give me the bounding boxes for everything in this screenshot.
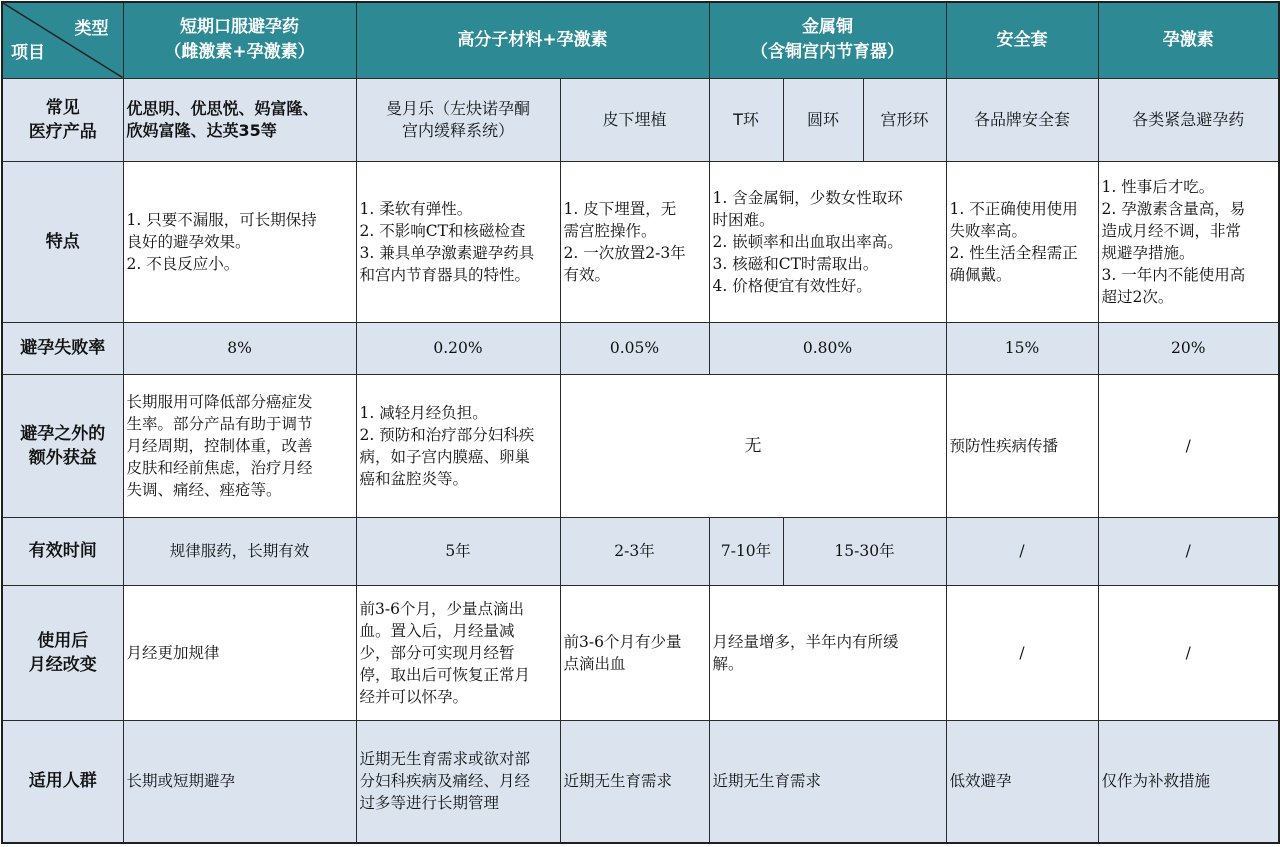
cell-menstrual-emergency: / (1098, 585, 1279, 720)
cell-benefit-mirena (356, 374, 560, 517)
cell-benefit-mirena-line: 癌和盆腔炎等。 (359, 469, 469, 488)
cell-features-condom-line: 1. 不正确使用使用 (949, 199, 1078, 218)
cell-menstrual-mirena (356, 585, 560, 720)
cell-features-implant-line: 1. 皮下埋置，无 (563, 199, 677, 218)
cell-products-round-ring: 圆环 (783, 78, 863, 161)
row-features (2, 161, 1279, 322)
header-oral-contraceptive (123, 2, 356, 78)
cell-menstrual-mirena-line: 少，部分可实现月经暂 (359, 643, 515, 662)
cell-failure-condom: 15% (946, 322, 1098, 374)
cell-duration-emergency: / (1098, 517, 1279, 585)
cell-benefit-mirena-line: 1. 减轻月经负担。 (359, 403, 488, 422)
row-label-menstrual-change (2, 585, 123, 720)
cell-menstrual-mirena-line: 经并可以怀孕。 (359, 687, 469, 706)
cell-menstrual-condom: / (946, 585, 1098, 720)
cell-products-mirena (356, 78, 560, 161)
cell-menstrual-mirena-line: 前3-6个月，少量点滴出 (359, 599, 524, 618)
cell-benefit-mirena-line: 病，如子宫内膜癌、卵巢 (359, 447, 531, 466)
header-oral-line-2: （雌激素+孕激素） (164, 42, 315, 63)
cell-products-oral (123, 78, 356, 161)
header-condom: 安全套 (946, 2, 1098, 78)
cell-benefit-oral (123, 374, 356, 517)
row-label-products (2, 78, 123, 161)
row-label-products-line-2: 医疗产品 (28, 121, 97, 142)
header-progestin: 孕激素 (1098, 2, 1279, 78)
row-extra-benefit (2, 374, 1279, 517)
cell-features-emergency-line: 1. 性事后才吃。 (1101, 177, 1215, 196)
cell-population-condom: 低效避孕 (946, 720, 1098, 843)
row-duration (2, 517, 1279, 585)
header-copper (709, 2, 946, 78)
cell-failure-implant: 0.05% (560, 322, 709, 374)
cell-benefit-copper: 无 (560, 374, 946, 517)
cell-features-condom (946, 161, 1098, 322)
cell-features-oral-line: 1. 只要不漏服，可长期保持 (126, 210, 317, 229)
cell-features-mirena (356, 161, 560, 322)
cell-features-oral-line: 良好的避孕效果。 (126, 232, 251, 251)
cell-products-condom: 各品牌安全套 (946, 78, 1098, 161)
cell-features-mirena-line: 1. 柔软有弹性。 (359, 199, 473, 218)
corner-header (2, 2, 123, 78)
cell-failure-oral: 8% (123, 322, 356, 374)
row-label-benefit-line-2: 额外获益 (28, 447, 97, 468)
cell-benefit-oral-line: 长期服用可降低部分癌症发 (126, 392, 313, 411)
row-label-menstrual-line-1: 使用后 (37, 630, 89, 651)
row-products (2, 78, 1279, 161)
cell-duration-t-ring: 7-10年 (709, 517, 783, 585)
cell-menstrual-implant-line: 前3-6个月有少量 (563, 632, 682, 651)
cell-failure-emergency: 20% (1098, 322, 1279, 374)
cell-population-mirena-line: 近期无生育需求或欲对部 (359, 750, 531, 769)
cell-failure-mirena: 0.20% (356, 322, 560, 374)
cell-menstrual-copper-line: 月经量增多，半年内有所缓 (712, 632, 899, 651)
cell-duration-implant: 2-3年 (560, 517, 709, 585)
cell-benefit-oral-line: 生率。部分产品有助于调节 (126, 414, 313, 433)
header-polymer-progestin: 高分子材料+孕激素 (356, 2, 709, 78)
cell-benefit-mirena-line: 2. 预防和治疗部分妇科疾 (359, 425, 535, 444)
row-label-benefit-line-1: 避孕之外的 (20, 423, 106, 444)
cell-benefit-oral-line: 月经周期，控制体重，改善 (126, 436, 313, 455)
cell-features-copper-line: 2. 嵌顿率和出血取出率高。 (712, 232, 903, 251)
contraception-comparison-table (1, 1, 1280, 844)
cell-population-emergency: 仅作为补救措施 (1098, 720, 1279, 843)
cell-features-oral (123, 161, 356, 322)
cell-benefit-condom: 预防性疾病传播 (946, 374, 1098, 517)
cell-duration-round-palace: 15-30年 (783, 517, 946, 585)
cell-menstrual-copper (709, 585, 946, 720)
cell-failure-copper: 0.80% (709, 322, 946, 374)
cell-features-implant (560, 161, 709, 322)
row-label-extra-benefit (2, 374, 123, 517)
row-label-menstrual-line-2: 月经改变 (28, 654, 97, 675)
cell-population-mirena-line: 分妇科疾病及痛经、月经 (359, 772, 531, 791)
cell-features-copper-line: 4. 价格便宜有效性好。 (712, 276, 872, 295)
row-label-features: 特点 (2, 161, 123, 322)
cell-products-oral-line-1: 优思明、优思悦、妈富隆、 (126, 98, 319, 118)
cell-duration-condom: / (946, 517, 1098, 585)
header-row (2, 2, 1279, 78)
cell-features-condom-line: 失败率高。 (949, 221, 1028, 240)
header-oral-line-1: 短期口服避孕药 (180, 17, 299, 38)
row-failure-rate (2, 322, 1279, 374)
cell-products-oral-line-2: 欣妈富隆、达英35等 (126, 120, 277, 140)
cell-benefit-oral-line: 皮肤和经前焦虑，治疗月经 (126, 458, 313, 477)
cell-population-mirena (356, 720, 560, 843)
cell-menstrual-oral: 月经更加规律 (123, 585, 356, 720)
cell-benefit-emergency: / (1098, 374, 1279, 517)
cell-features-copper-line: 3. 核磁和CT时需取出。 (712, 254, 879, 273)
row-population (2, 720, 1279, 843)
cell-features-mirena-line: 2. 不影响CT和核磁检查 (359, 221, 526, 240)
cell-features-emergency-line: 规避孕措施。 (1101, 243, 1195, 262)
row-label-products-line-1: 常见 (45, 97, 80, 118)
corner-type-label: 类型 (74, 19, 109, 39)
cell-features-copper (709, 161, 946, 322)
cell-features-emergency-line: 3. 一年内不能使用高 (1101, 265, 1246, 284)
header-copper-line-1: 金属铜 (802, 17, 853, 38)
cell-features-emergency-line: 超过2次。 (1101, 287, 1174, 306)
cell-features-copper-line: 1. 含金属铜，少数女性取环 (712, 188, 903, 207)
cell-features-copper-line: 时困难。 (712, 210, 775, 229)
cell-benefit-oral-line: 失调、痛经、痤疮等。 (126, 480, 282, 499)
cell-menstrual-copper-line: 解。 (712, 654, 744, 673)
cell-features-implant-line: 需宫腔操作。 (563, 221, 657, 240)
cell-products-palace-ring: 宫形环 (863, 78, 946, 161)
row-menstrual-change (2, 585, 1279, 720)
cell-features-implant-line: 2. 一次放置2-3年 (563, 243, 686, 262)
cell-features-condom-line: 2. 性生活全程需正 (949, 243, 1078, 262)
cell-products-t-ring: T环 (709, 78, 783, 161)
cell-menstrual-implant (560, 585, 709, 720)
cell-products-mirena-line-1: 曼月乐（左炔诺孕酮 (385, 98, 530, 118)
cell-population-implant: 近期无生育需求 (560, 720, 709, 843)
cell-duration-mirena: 5年 (356, 517, 560, 585)
cell-menstrual-implant-line: 点滴出血 (563, 654, 626, 673)
row-label-failure-rate: 避孕失败率 (2, 322, 123, 374)
cell-products-emergency: 各类紧急避孕药 (1098, 78, 1279, 161)
corner-item-label: 项目 (11, 42, 45, 63)
cell-products-mirena-line-2: 宫内缓释系统） (401, 120, 514, 140)
cell-products-implant: 皮下埋植 (560, 78, 709, 161)
cell-population-oral: 长期或短期避孕 (123, 720, 356, 843)
cell-features-mirena-line: 和宫内节育器具的特性。 (359, 265, 531, 284)
cell-duration-oral: 规律服药，长期有效 (123, 517, 356, 585)
cell-features-emergency-line: 2. 孕激素含量高，易 (1101, 199, 1246, 218)
header-copper-line-2: （含铜宫内节育器） (751, 42, 904, 63)
cell-features-emergency-line: 造成月经不调，非常 (1101, 221, 1242, 240)
cell-features-mirena-line: 3. 兼具单孕激素避孕药具 (359, 243, 535, 262)
cell-features-condom-line: 确佩戴。 (949, 265, 1012, 284)
cell-features-implant-line: 有效。 (563, 265, 611, 284)
cell-features-emergency (1098, 161, 1279, 322)
row-label-duration: 有效时间 (2, 517, 123, 585)
cell-menstrual-mirena-line: 血。置入后，月经量减 (359, 621, 515, 640)
cell-population-mirena-line: 过多等进行长期管理 (359, 794, 500, 813)
cell-population-copper: 近期无生育需求 (709, 720, 946, 843)
cell-features-oral-line: 2. 不良反应小。 (126, 254, 240, 273)
row-label-population: 适用人群 (2, 720, 123, 843)
cell-menstrual-mirena-line: 停，取出后可恢复正常月 (359, 665, 531, 684)
